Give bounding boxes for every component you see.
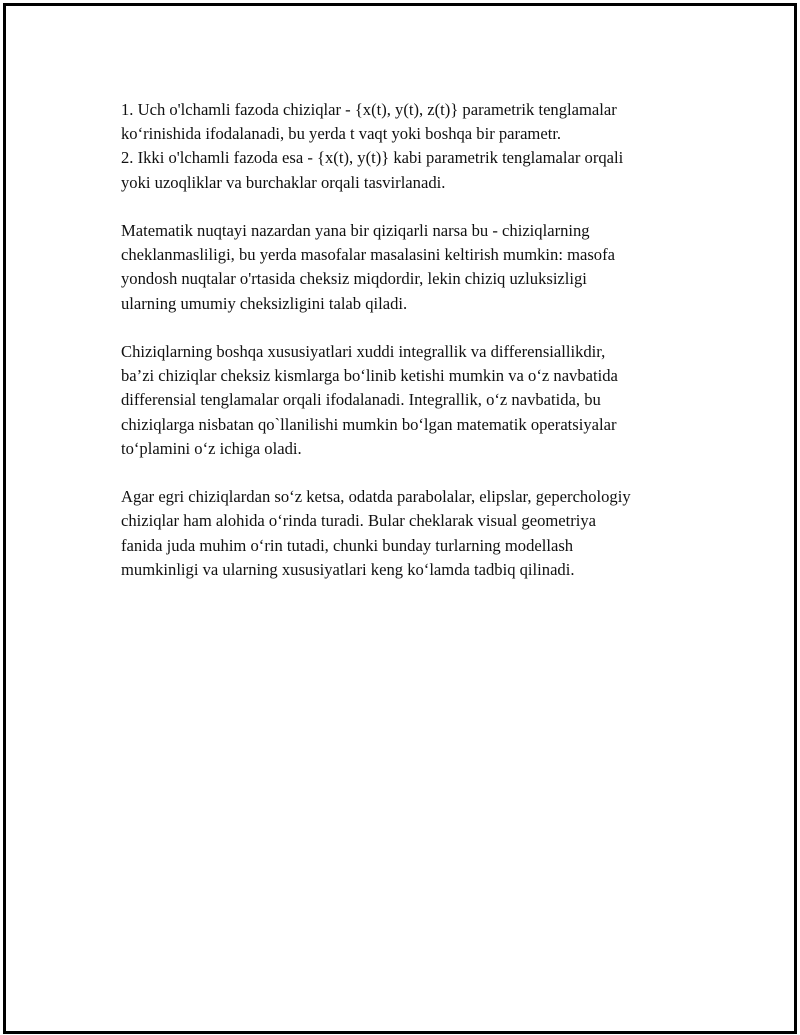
text-line: cheklanmasliligi, bu yerda masofalar masalasini keltirish mumkin: masofa [121, 245, 615, 265]
text-line: to‘plamini o‘z ichiga oladi. [121, 438, 302, 458]
text-line: Chiziqlarning boshqa xususiyatlari xuddi integrallik va differensiallikdir, [121, 342, 606, 361]
text-line: yoki uzoqliklar va burchaklar orqali tasvirlanadi. [121, 172, 446, 192]
text-line: 2. Ikki o'lchamli fazoda esa - {x(t), y(t)} kabi parametrik tenglamalar orqali [121, 148, 624, 168]
paragraph-integrability [121, 340, 711, 461]
paragraph-parametric-equations [121, 98, 711, 195]
document-body [121, 98, 711, 606]
text-line: 1. Uch o'lchamli fazoda chiziqlar - {x(t), y(t), z(t)} parametrik tenglamalar [121, 100, 617, 119]
paragraph-curves [121, 485, 711, 582]
text-line: ko‘rinishida ifodalanadi, bu yerda t vaqt yoki boshqa bir parametr. [121, 124, 562, 144]
paragraph-unboundedness [121, 219, 711, 316]
text-line: chiziqlarga nisbatan qo`llanilishi mumkin bo‘lgan matematik operatsiyalar [121, 414, 617, 434]
text-line: mumkinligi va ularning xususiyatlari keng ko‘lamda tadbiq qilinadi. [121, 559, 575, 579]
text-line: yondosh nuqtalar o'rtasida cheksiz miqdordir, lekin chiziq uzluksizligi [121, 269, 587, 289]
text-line: Agar egri chiziqlardan so‘z ketsa, odatda parabolalar, elipslar, geperchologiy [121, 487, 631, 507]
text-line: ularning umumiy cheksizligini talab qiladi. [121, 293, 408, 313]
page-border [3, 3, 797, 1034]
text-line: ba’zi chiziqlar cheksiz kismlarga bo‘linib ketishi mumkin va o‘z navbatida [121, 366, 618, 386]
text-line: differensial tenglamalar orqali ifodalanadi. Integrallik, o‘z navbatida, bu [121, 390, 601, 410]
text-line: fanida juda muhim o‘rin tutadi, chunki bunday turlarning modellash [121, 535, 574, 555]
text-line: Matematik nuqtayi nazardan yana bir qiziqarli narsa bu - chiziqlarning [121, 221, 590, 240]
text-line: chiziqlar ham alohida o‘rinda turadi. Bular cheklarak visual geometriya [121, 511, 597, 531]
